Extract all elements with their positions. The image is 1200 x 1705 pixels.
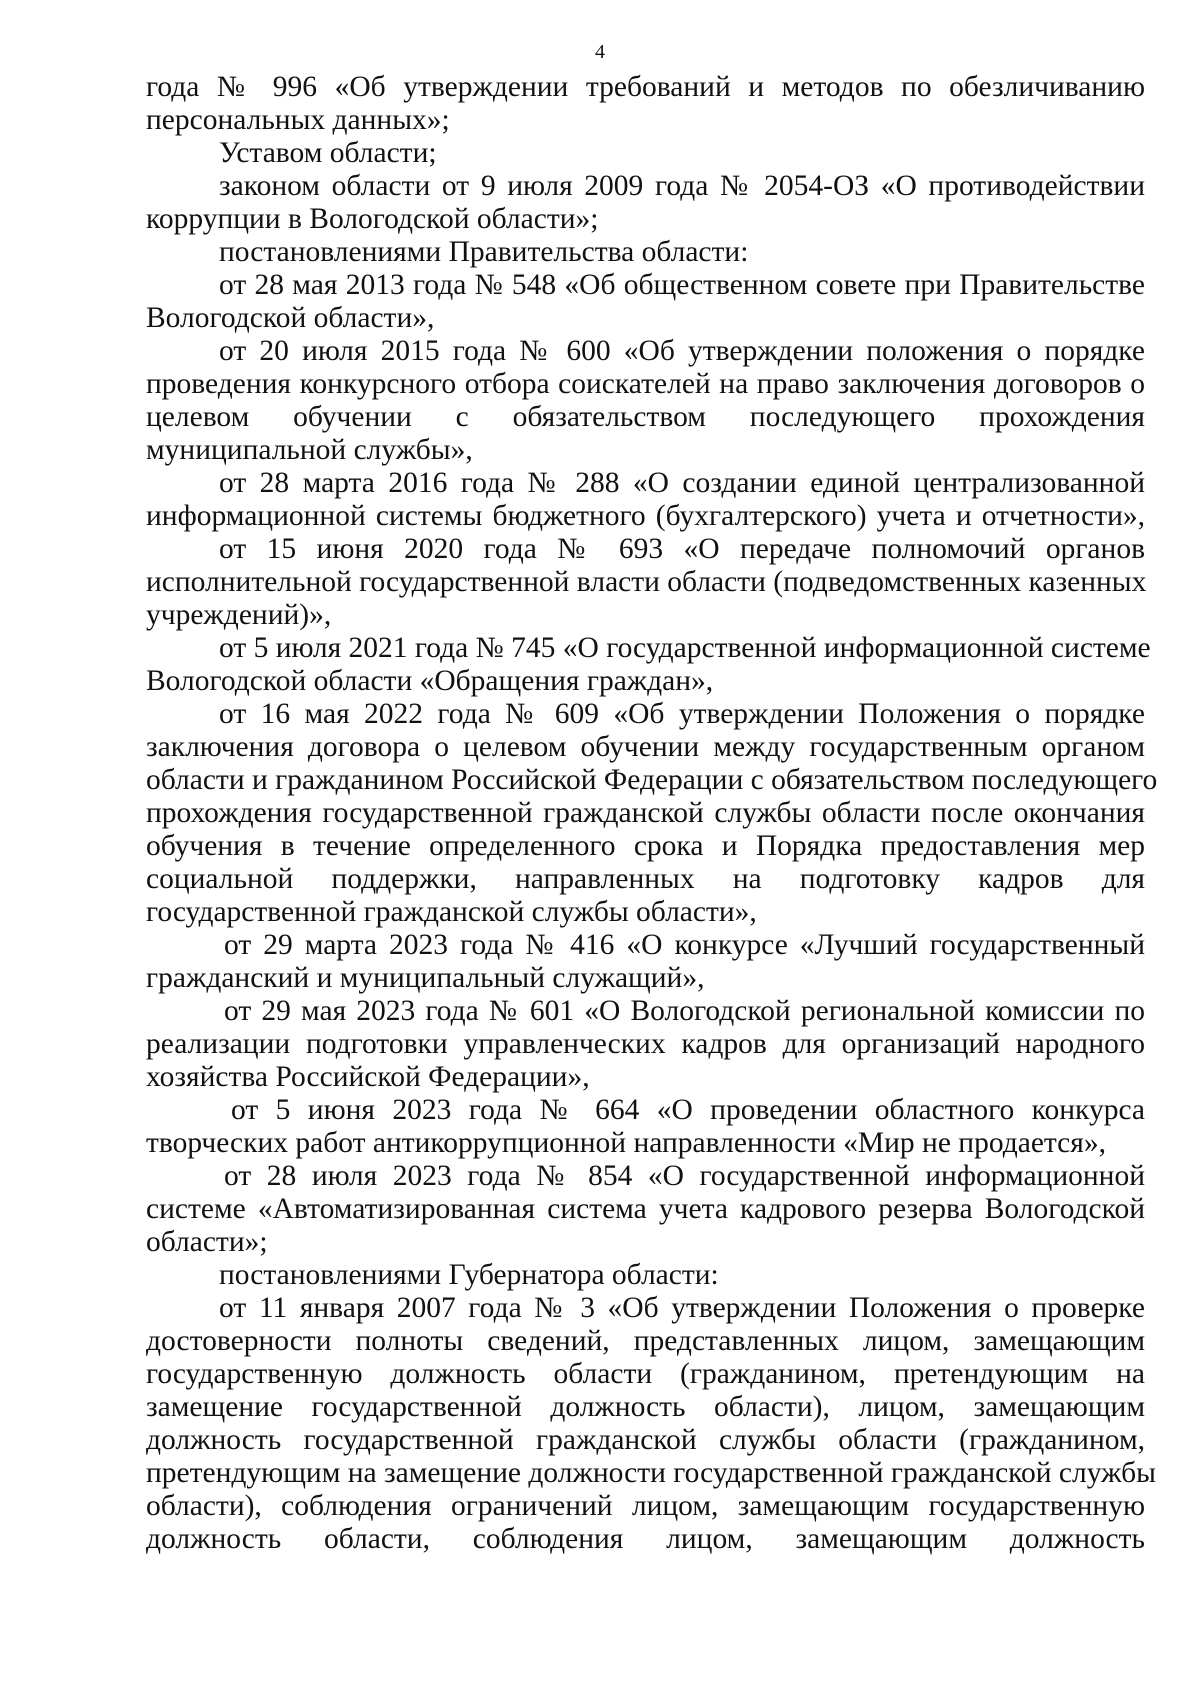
text-line: целевом обучении с обязательством последующего прохождения	[146, 401, 1145, 433]
text-line: от 20 июля 2015 года № 600 «Об утверждении положения о порядке	[219, 335, 1145, 367]
text-line: персональных данных»;	[146, 104, 450, 136]
text-line: от 5 июля 2021 года № 745 «О государственной информационной системе	[219, 632, 1151, 664]
text-line: исполнительной государственной власти области (подведомственных казенных	[146, 566, 1147, 598]
text-line: от 28 июля 2023 года № 854 «О государственной информационной	[224, 1160, 1145, 1192]
text-line: достоверности полноты сведений, представленных лицом, замещающим	[146, 1325, 1145, 1357]
text-line: коррупции в Вологодской области»;	[146, 203, 599, 235]
text-line: от 29 марта 2023 года № 416 «О конкурсе «Лучший государственный	[224, 929, 1145, 961]
text-line: от 16 мая 2022 года № 609 «Об утверждении Положения о порядке	[219, 698, 1145, 730]
text-line: реализации подготовки управленческих кадров для организаций народного	[146, 1028, 1145, 1060]
text-line: от 29 мая 2023 года № 601 «О Вологодской региональной комиссии по	[224, 995, 1145, 1027]
text-line: муниципальной службы»,	[146, 434, 473, 466]
text-line: замещение государственной должность области), лицом, замещающим	[146, 1391, 1145, 1423]
text-line: законом области от 9 июля 2009 года № 2054-ОЗ «О противодействии	[219, 170, 1145, 202]
text-line: от 15 июня 2020 года № 693 «О передаче полномочий органов	[219, 533, 1145, 565]
text-line: от 5 июня 2023 года № 664 «О проведении областного конкурса	[231, 1094, 1145, 1126]
text-line: проведения конкурсного отбора соискателей на право заключения договоров о	[146, 368, 1145, 400]
text-line: хозяйства Российской Федерации»,	[146, 1061, 590, 1093]
text-line: области и гражданином Российской Федерации с обязательством последующего	[146, 764, 1158, 796]
text-line: должность области, соблюдения лицом, замещающим должность	[146, 1523, 1145, 1555]
text-line: должность государственной гражданской службы области (гражданином,	[146, 1424, 1145, 1456]
text-line: области»;	[146, 1226, 268, 1258]
text-line: информационной системы бюджетного (бухгалтерского) учета и отчетности»,	[146, 500, 1145, 532]
page-number: 4	[595, 41, 605, 63]
text-line: государственной гражданской службы области»,	[146, 896, 757, 928]
text-line: гражданский и муниципальный служащий»,	[146, 962, 705, 994]
text-line: Уставом области;	[219, 137, 437, 169]
text-line: Вологодской области «Обращения граждан»,	[146, 665, 714, 697]
document-body	[146, 71, 1158, 1556]
text-line: от 28 мая 2013 года № 548 «Об общественном совете при Правительстве	[219, 269, 1145, 301]
text-line: творческих работ антикоррупционной направленности «Мир не продается»,	[146, 1127, 1106, 1159]
text-line: от 11 января 2007 года № 3 «Об утверждении Положения о проверке	[219, 1292, 1145, 1324]
text-line: прохождения государственной гражданской службы области после окончания	[146, 797, 1145, 829]
text-line: системе «Автоматизированная система учета кадрового резерва Вологодской	[146, 1193, 1145, 1225]
text-line: года № 996 «Об утверждении требований и методов по обезличиванию	[146, 71, 1145, 103]
text-line: области), соблюдения ограничений лицом, замещающим государственную	[146, 1490, 1145, 1522]
text-line: обучения в течение определенного срока и Порядка предоставления мер	[146, 830, 1145, 862]
text-line: постановлениями Губернатора области:	[219, 1259, 719, 1291]
text-line: социальной поддержки, направленных на подготовку кадров для	[146, 863, 1145, 895]
text-line: постановлениями Правительства области:	[219, 236, 749, 268]
text-line: государственную должность области (гражданином, претендующим на	[146, 1358, 1145, 1390]
text-line: претендующим на замещение должности государственной гражданской службы	[146, 1457, 1156, 1489]
text-line: от 28 марта 2016 года № 288 «О создании единой централизованной	[219, 467, 1145, 499]
text-line: заключения договора о целевом обучении между государственным органом	[146, 731, 1145, 763]
text-line: Вологодской области»,	[146, 302, 435, 334]
text-line: учреждений)»,	[146, 599, 332, 631]
